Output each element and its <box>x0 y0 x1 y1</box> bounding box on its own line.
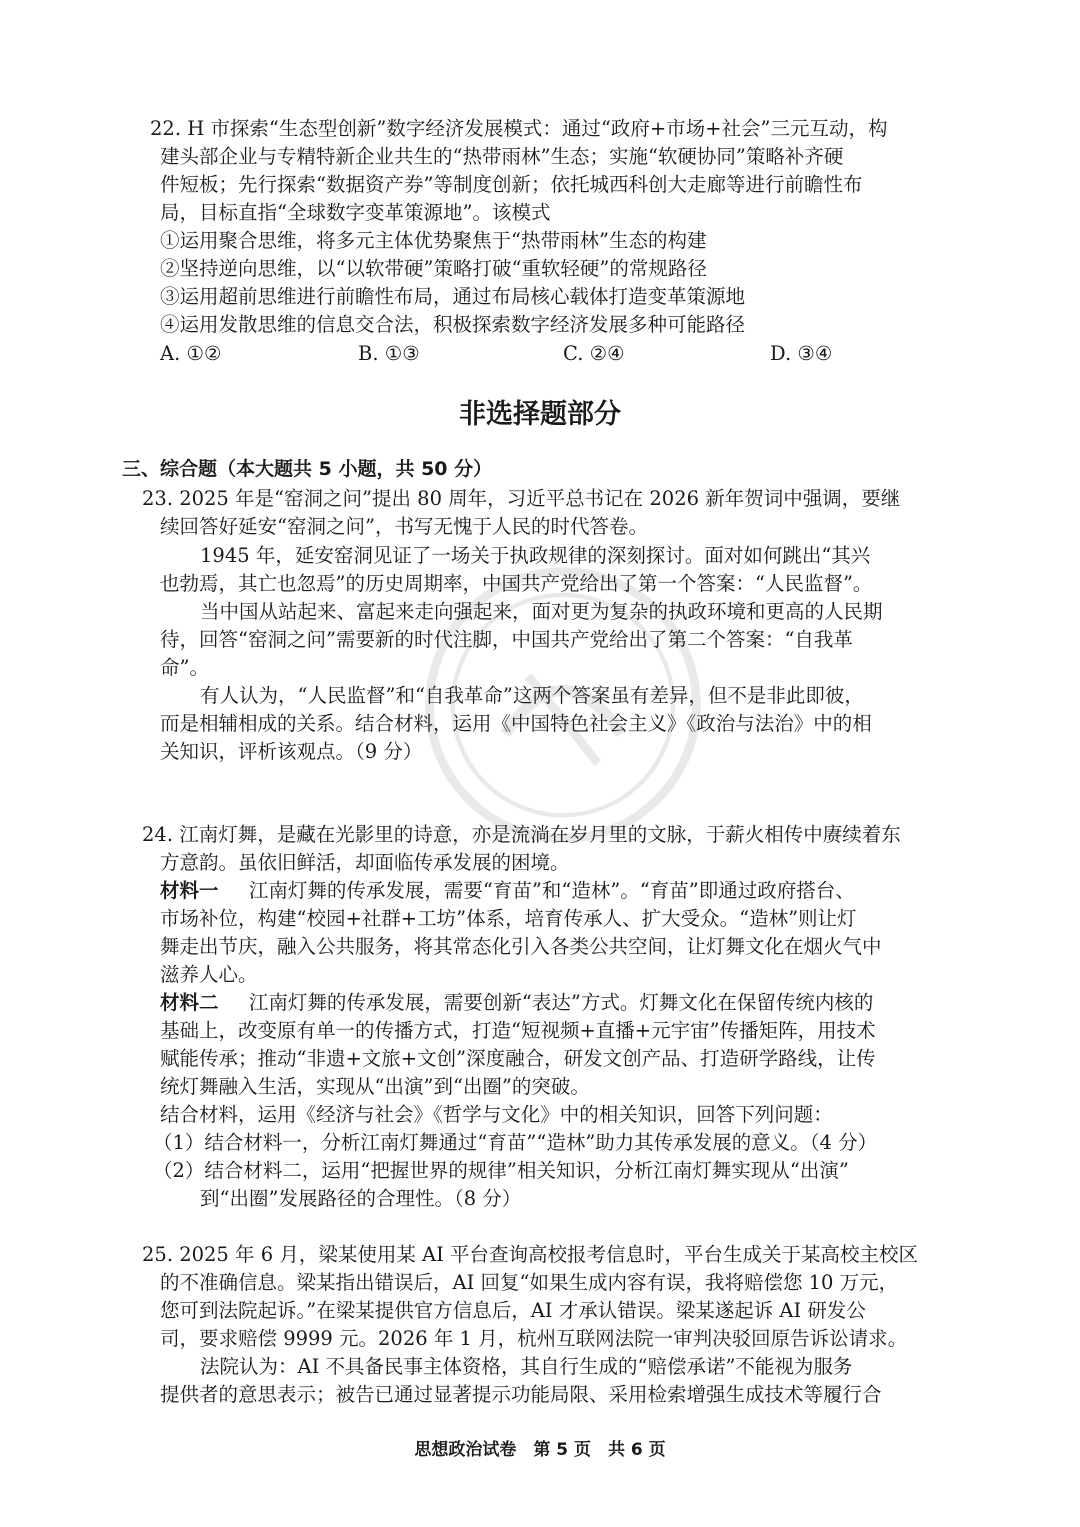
q22-statement: ③运用超前思维进行前瞻性布局，通过布局核心载体打造变革策源地 <box>160 285 746 308</box>
q24-material-2-line: 基础上，改变原有单一的传播方式，打造“短视频+直播+元宇宙”传播矩阵，用技术 <box>160 1019 876 1042</box>
q24-subquestion-2-cont: 到“出圈”发展路径的合理性。（8 分） <box>200 1187 522 1210</box>
q24-intro-line: 24. 江南灯舞，是藏在光影里的诗意，亦是流淌在岁月里的文脉，于薪火相传中赓续着东 <box>142 823 901 846</box>
q23-line: 关知识，评析该观点。（9 分） <box>160 740 423 763</box>
q25-line: 司，要求赔偿 9999 元。2026 年 1 月，杭州互联网法院一审判决驳回原告诉讼请求。 <box>160 1327 908 1350</box>
q24-material-1-line: 市场补位，构建“校园+社群+工坊”体系，培育传承人、扩大受众。“造林”则让灯 <box>160 907 857 930</box>
q22-statement: ④运用发散思维的信息交合法，积极探索数字经济发展多种可能路径 <box>160 313 746 336</box>
q25-line: 法院认为：AI 不具备民事主体资格，其自行生成的“赔偿承诺”不能视为服务 <box>200 1355 853 1378</box>
q24-task-line: 结合材料，运用《经济与社会》《哲学与文化》中的相关知识，回答下列问题： <box>160 1103 833 1126</box>
q24-material-2 <box>0 989 1080 1017</box>
q23-line: 待，回答“窑洞之问”需要新的时代注脚，中国共产党给出了第二个答案：“自我革 <box>160 628 853 651</box>
q24-material-2-line: 统灯舞融入生活，实现从“出演”到“出圈”的突破。 <box>160 1075 590 1098</box>
q22-option-b: B. ①③ <box>358 342 420 365</box>
page-footer: 思想政治试卷 第 5 页 共 6 页 <box>414 1440 666 1460</box>
material-2-label: 材料二 <box>160 991 219 1014</box>
q23-line: 命”。 <box>160 656 209 679</box>
q24-subquestion-2: （2）结合材料二，运用“把握世界的规律”相关知识，分析江南灯舞实现从“出演” <box>153 1159 849 1182</box>
q23-line: 1945 年，延安窑洞见证了一场关于执政规律的深刻探讨。面对如何跳出“其兴 <box>200 544 871 567</box>
q22-line: 22. H 市探索“生态型创新”数字经济发展模式：通过“政府+市场+社会”三元互动，构 <box>150 117 888 140</box>
q23-line: 而是相辅相成的关系。结合材料，运用《中国特色社会主义》《政治与法治》中的相 <box>160 712 872 735</box>
q25-line: 的不准确信息。梁某指出错误后，AI 回复“如果生成内容有误，我将赔偿您 10 万元， <box>160 1271 899 1294</box>
material-1-text: 江南灯舞的传承发展，需要“育苗”和“造林”。“育苗”即通过政府搭台、 <box>248 879 855 902</box>
q22-option-a: A. ①② <box>160 342 222 365</box>
q23-line: 有人认为，“人民监督”和“自我革命”这两个答案虽有差异，但不是非此即彼， <box>200 684 864 707</box>
section-heading: 非选择题部分 <box>459 399 621 430</box>
q23-line: 续回答好延安“窑洞之问”，书写无愧于人民的时代答卷。 <box>160 515 648 538</box>
q23-line: 23. 2025 年是“窑洞之问”提出 80 周年，习近平总书记在 2026 新年贺词中强调，要继 <box>142 487 901 510</box>
q22-option-d: D. ③④ <box>770 342 833 365</box>
material-2-text: 江南灯舞的传承发展，需要创新“表达”方式。灯舞文化在保留传统内核的 <box>248 991 874 1014</box>
q24-material-1-line: 舞走出节庆，融入公共服务，将其常态化引入各类公共空间，让灯舞文化在烟火气中 <box>160 935 882 958</box>
q24-material-1 <box>0 877 1080 905</box>
q24-material-2-line: 赋能传承；推动“非遗+文旅+文创”深度融合，研发文创产品、打造研学路线，让传 <box>160 1047 876 1070</box>
q22-line: 建头部企业与专精特新企业共生的“热带雨林”生态；实施“软硬协同”策略补齐硬 <box>160 145 844 168</box>
q25-line: 25. 2025 年 6 月，梁某使用某 AI 平台查询高校报考信息时，平台生成关于某高校主校区 <box>142 1243 919 1266</box>
q22-option-c: C. ②④ <box>563 342 625 365</box>
q23-line: 也勃焉，其亡也忽焉”的历史周期率，中国共产党给出了第一个答案：“人民监督”。 <box>160 572 873 595</box>
q24-subquestion-1: （1）结合材料一，分析江南灯舞通过“育苗”“造林”助力其传承发展的意义。（4 分） <box>153 1131 878 1154</box>
q25-line: 您可到法院起诉。”在梁某提供官方信息后，AI 才承认错误。梁某遂起诉 AI 研发公 <box>160 1299 866 1322</box>
q22-line: 局，目标直指“全球数字变革策源地”。该模式 <box>160 201 551 224</box>
q22-statement: ②坚持逆向思维，以“以软带硬”策略打破“重软轻硬”的常规路径 <box>160 257 707 280</box>
q24-intro-line: 方意韵。虽依旧鲜活，却面临传承发展的困境。 <box>160 851 570 874</box>
q23-line: 当中国从站起来、富起来走向强起来，面对更为复杂的执政环境和更高的人民期 <box>200 600 883 623</box>
q22-statement: ①运用聚合思维，将多元主体优势聚焦于“热带雨林”生态的构建 <box>160 229 707 252</box>
q25-line: 提供者的意思表示；被告已通过显著提示功能局限、采用检索增强生成技术等履行合 <box>160 1383 882 1406</box>
q24-material-1-line: 滋养人心。 <box>160 963 258 986</box>
section-3-title: 三、综合题（本大题共 5 小题，共 50 分） <box>122 458 493 480</box>
material-1-label: 材料一 <box>160 879 219 902</box>
q22-line: 件短板；先行探索“数据资产券”等制度创新；依托城西科创大走廊等进行前瞻性布 <box>160 173 863 196</box>
